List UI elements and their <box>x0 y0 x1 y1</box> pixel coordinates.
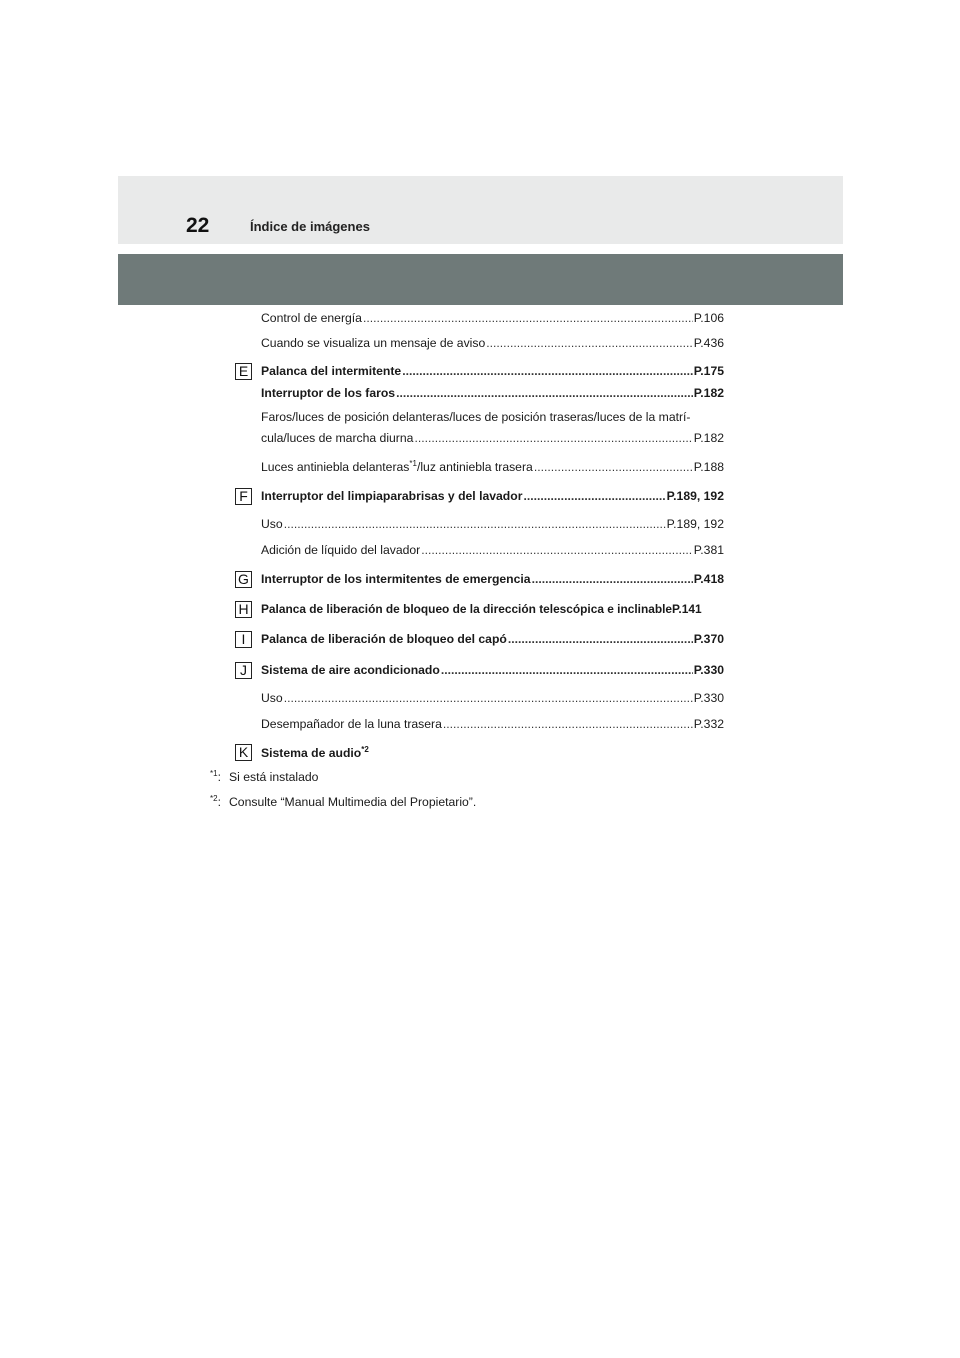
page-ref: P.332 <box>693 717 724 731</box>
section-badge-f: F <box>235 488 252 505</box>
index-entry[interactable]: Desempañador de la luna trasera ..... P.332 <box>261 717 724 732</box>
index-entry-heading[interactable]: Sistema de audio$^{*2}$ <box>261 745 369 760</box>
index-entry-heading[interactable]: Palanca de liberación de bloqueo del capó ..... P.370 <box>261 632 724 647</box>
section-badge-g: G <box>235 571 252 588</box>
footnote-mark: *1 <box>210 769 218 778</box>
section-badge-k: K <box>235 744 252 761</box>
page-ref: P.381 <box>693 543 724 557</box>
index-entry[interactable]: Control de energía ..... P.106 <box>261 311 724 326</box>
page-ref: P.182 <box>693 386 724 400</box>
page-ref: P.175 <box>693 364 724 378</box>
page-ref: P.370 <box>693 632 724 646</box>
index-entry-heading[interactable]: Interruptor de los intermitentes de emergencia ..... P.418 <box>261 572 724 587</box>
index-entry-heading[interactable]: Palanca de liberación de bloqueo de la dirección telescópica e inclinable P.141 <box>261 602 702 616</box>
title-bar <box>118 254 843 305</box>
index-entry-heading[interactable]: Interruptor del limpiaparabrisas y del lavador ..... P.189, 192 <box>261 489 724 504</box>
section-badge-h: H <box>235 601 252 618</box>
index-entry-line: Faros/luces de posición delanteras/luces de posición traseras/luces de la matrí- <box>261 410 691 424</box>
index-entry[interactable]: Adición de líquido del lavador ..... P.381 <box>261 543 724 558</box>
page-header-band <box>118 176 843 244</box>
page-ref: P.330 <box>693 663 724 677</box>
footnote-ref: *2 <box>361 745 369 754</box>
page-ref: P.106 <box>693 311 724 325</box>
section-title: Índice de imágenes <box>250 219 370 234</box>
index-entry[interactable]: Uso ..... P.189, 192 <box>261 517 724 532</box>
index-entry[interactable]: Luces antiniebla delanteras$^{*1}$/luz antiniebla trasera ..... P.188 <box>261 460 724 475</box>
page-ref: P.189, 192 <box>666 517 724 531</box>
index-entry[interactable]: Cuando se visualiza un mensaje de aviso ..... P.436 <box>261 336 724 351</box>
footnote-ref: *1 <box>409 459 417 468</box>
page-ref: P.418 <box>693 572 724 586</box>
page-ref: P.436 <box>693 336 724 350</box>
index-entry[interactable]: Uso ..... P.330 <box>261 691 724 706</box>
page-number: 22 <box>186 214 210 237</box>
footnote: $^{*2}$: Consulte “Manual Multimedia del Propietario”. <box>210 794 477 809</box>
index-entry-heading[interactable]: Palanca del intermitente ..... P.175 <box>261 364 724 379</box>
page-ref: P.189, 192 <box>666 489 724 503</box>
index-entry-heading[interactable]: Sistema de aire acondicionado ..... P.330 <box>261 663 724 678</box>
index-entry-heading[interactable]: Interruptor de los faros ..... P.182 <box>261 386 724 401</box>
section-badge-i: I <box>235 631 252 648</box>
index-entry[interactable]: cula/luces de marcha diurna ..... P.182 <box>261 431 724 446</box>
page-ref: P.330 <box>693 691 724 705</box>
footnote-mark: *2 <box>210 794 218 803</box>
page-ref: P.182 <box>693 431 724 445</box>
page-ref: P.188 <box>693 460 724 474</box>
section-badge-e: E <box>235 363 252 380</box>
page-ref: P.141 <box>672 602 702 616</box>
section-badge-j: J <box>235 662 252 679</box>
footnote: $^{*1}$: Si está instalado <box>210 769 319 784</box>
